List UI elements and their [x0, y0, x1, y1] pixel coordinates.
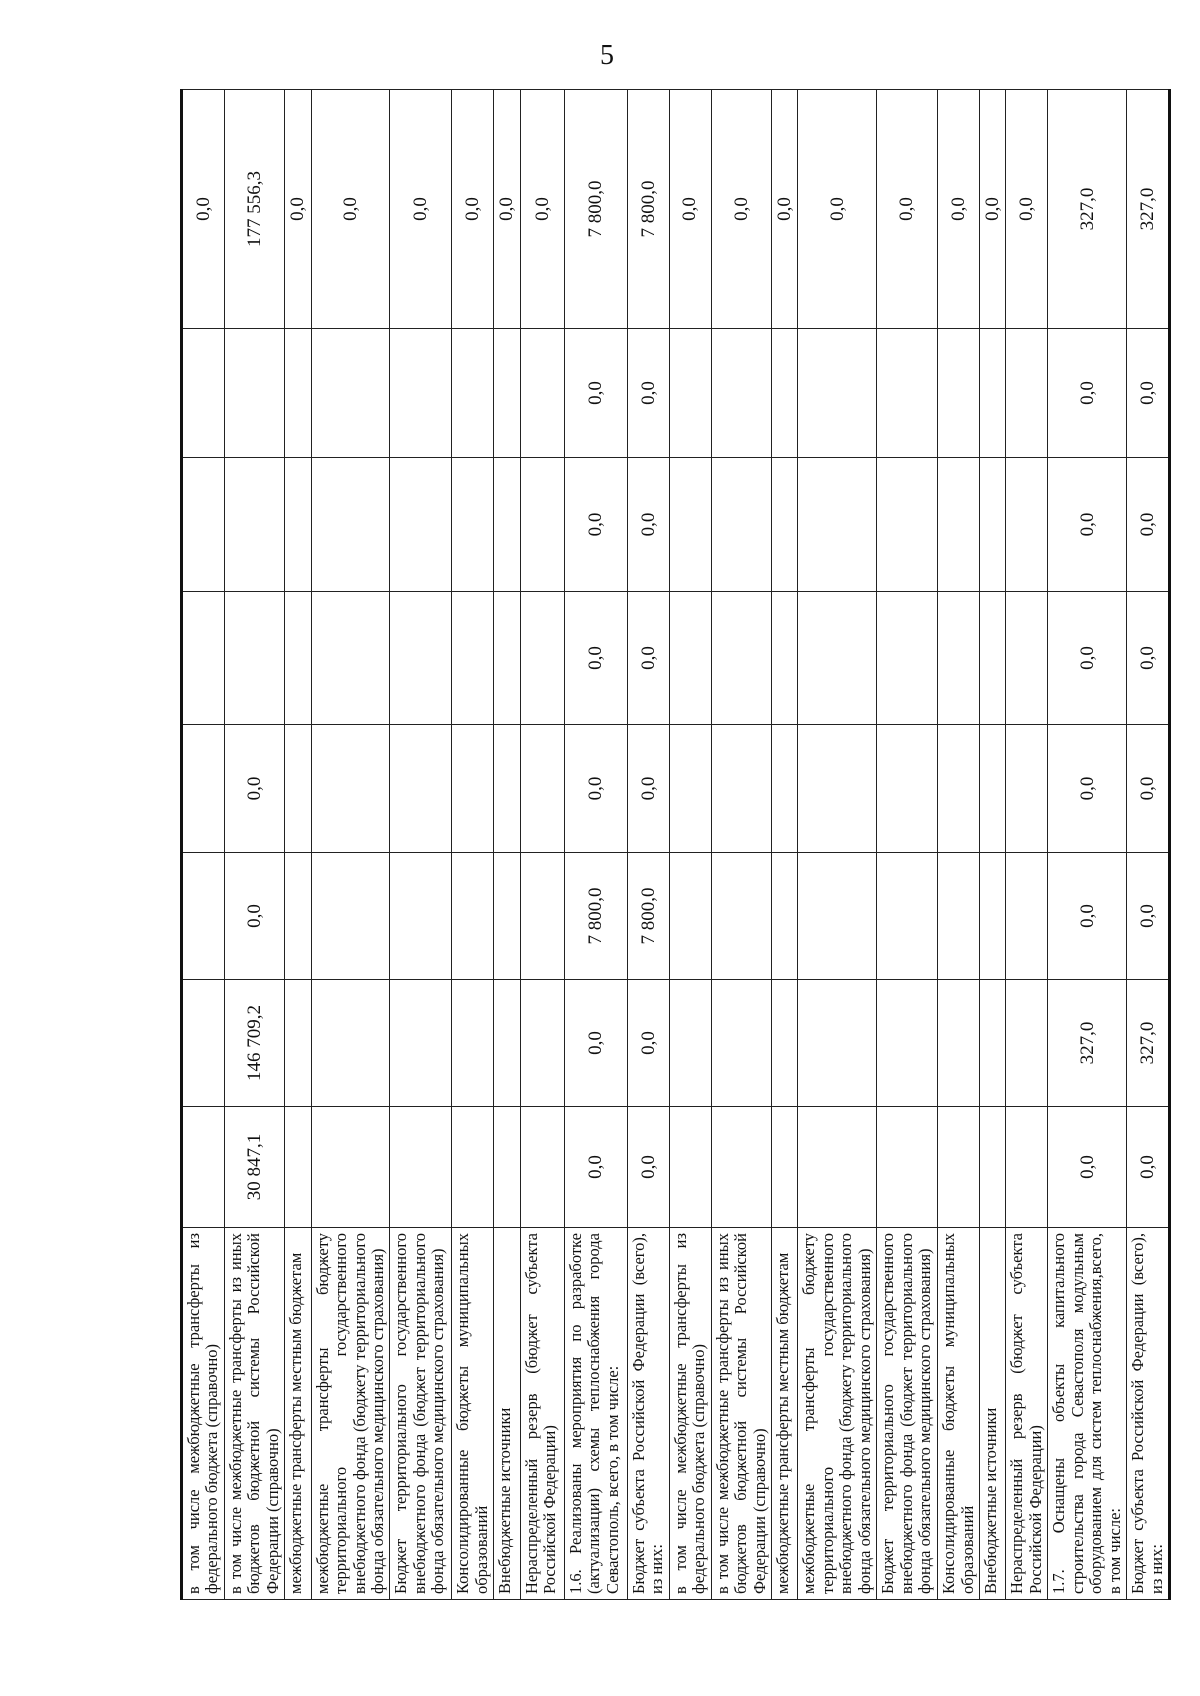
value-cell	[285, 592, 311, 725]
value-cell	[877, 329, 938, 458]
value-cell: 327,0	[1048, 980, 1127, 1107]
value-cell: 146 709,2	[224, 980, 284, 1107]
table-row	[520, 90, 564, 1600]
table-row	[798, 90, 877, 1600]
value-cell	[938, 592, 980, 725]
value-cell	[1006, 980, 1048, 1107]
value-cell	[520, 1107, 564, 1228]
value-cell	[877, 980, 938, 1107]
total-cell: 0,0	[1006, 90, 1048, 329]
value-cell	[520, 853, 564, 980]
total-cell: 0,0	[938, 90, 980, 329]
value-cell	[182, 980, 225, 1107]
value-cell	[711, 458, 771, 592]
value-cell: 0,0	[1048, 725, 1127, 853]
value-cell	[771, 980, 797, 1107]
value-cell	[494, 592, 520, 725]
value-cell	[877, 853, 938, 980]
value-cell	[452, 1107, 494, 1228]
table-row	[711, 90, 771, 1600]
table-row	[1006, 90, 1048, 1600]
total-cell: 0,0	[669, 90, 711, 329]
value-cell	[285, 1107, 311, 1228]
value-cell	[390, 853, 452, 980]
value-cell	[711, 980, 771, 1107]
value-cell	[877, 458, 938, 592]
value-cell	[711, 725, 771, 853]
value-cell	[771, 329, 797, 458]
value-cell	[938, 1107, 980, 1228]
table-row	[627, 90, 669, 1600]
value-cell	[771, 592, 797, 725]
row-label: в том числе межбюджетные трансферты из иных бюджетов бюджетной системы Российской Федерации (справочно)	[711, 1228, 771, 1600]
total-cell: 7 800,0	[564, 90, 627, 329]
funding-table	[180, 89, 1171, 1600]
value-cell	[669, 980, 711, 1107]
total-cell: 7 800,0	[627, 90, 669, 329]
value-cell	[494, 853, 520, 980]
value-cell: 0,0	[627, 1107, 669, 1228]
row-label: Внебюджетные источники	[494, 1228, 520, 1600]
value-cell	[182, 592, 225, 725]
value-cell	[520, 725, 564, 853]
value-cell	[390, 1107, 452, 1228]
row-label: Внебюджетные источники	[980, 1228, 1006, 1600]
value-cell	[452, 592, 494, 725]
value-cell	[980, 980, 1006, 1107]
value-cell	[980, 592, 1006, 725]
value-cell: 0,0	[564, 458, 627, 592]
value-cell	[669, 458, 711, 592]
value-cell	[224, 592, 284, 725]
total-cell: 0,0	[771, 90, 797, 329]
row-label: Бюджет субъекта Российской Федерации (всего), из них:	[627, 1228, 669, 1600]
value-cell	[771, 853, 797, 980]
total-cell: 0,0	[711, 90, 771, 329]
value-cell: 7 800,0	[564, 853, 627, 980]
row-label: в том числе межбюджетные трансферты из федерального бюджета (справочно)	[182, 1228, 225, 1600]
table-row	[452, 90, 494, 1600]
total-cell: 0,0	[311, 90, 390, 329]
value-cell	[938, 725, 980, 853]
table-row	[285, 90, 311, 1600]
table-row	[1048, 90, 1127, 1600]
value-cell	[224, 458, 284, 592]
value-cell	[182, 329, 225, 458]
table-row	[771, 90, 797, 1600]
total-cell: 0,0	[520, 90, 564, 329]
value-cell	[980, 1107, 1006, 1228]
table-row	[669, 90, 711, 1600]
value-cell	[390, 458, 452, 592]
value-cell: 0,0	[564, 980, 627, 1107]
total-cell: 0,0	[452, 90, 494, 329]
row-label: Консолидированные бюджеты муниципальных образований	[452, 1228, 494, 1600]
value-cell	[520, 329, 564, 458]
table-row	[390, 90, 452, 1600]
row-label: межбюджетные трансферты бюджету территориального государственного внебюджетного фонда (бюджету территориального фонда обязательного медицинского страхования)	[311, 1228, 390, 1600]
value-cell	[980, 329, 1006, 458]
value-cell	[669, 329, 711, 458]
value-cell: 327,0	[1127, 980, 1170, 1107]
value-cell: 0,0	[627, 725, 669, 853]
value-cell: 7 800,0	[627, 853, 669, 980]
row-label: Консолидированные бюджеты муниципальных образований	[938, 1228, 980, 1600]
value-cell	[1006, 1107, 1048, 1228]
total-cell: 0,0	[182, 90, 225, 329]
page-number: 5	[600, 40, 614, 71]
value-cell	[311, 329, 390, 458]
value-cell	[182, 1107, 225, 1228]
value-cell	[182, 853, 225, 980]
value-cell	[771, 725, 797, 853]
value-cell	[285, 980, 311, 1107]
value-cell: 30 847,1	[224, 1107, 284, 1228]
value-cell	[1006, 329, 1048, 458]
row-label: 1.7. Оснащены объекты капитального строительства города Севастополя модульным оборудованием для систем теплоснабжения,всего, в том числе:	[1048, 1228, 1127, 1600]
value-cell: 0,0	[1048, 458, 1127, 592]
value-cell: 0,0	[1048, 1107, 1127, 1228]
table-row	[980, 90, 1006, 1600]
row-label: 1.6. Реализованы мероприятия по разработке (актуализации) схемы теплоснабжения города Севастополь, всего, в том числе:	[564, 1228, 627, 1600]
value-cell	[669, 853, 711, 980]
value-cell	[938, 980, 980, 1107]
value-cell	[938, 329, 980, 458]
value-cell	[669, 592, 711, 725]
row-label: в том числе межбюджетные трансферты из иных бюджетов бюджетной системы Российской Федерации (справочно)	[224, 1228, 284, 1600]
value-cell	[311, 458, 390, 592]
table-row	[938, 90, 980, 1600]
table-body	[182, 90, 1170, 1600]
value-cell	[771, 1107, 797, 1228]
value-cell	[1006, 725, 1048, 853]
value-cell	[771, 458, 797, 592]
value-cell: 0,0	[564, 592, 627, 725]
value-cell	[390, 980, 452, 1107]
value-cell	[980, 853, 1006, 980]
value-cell: 0,0	[564, 725, 627, 853]
value-cell	[520, 980, 564, 1107]
value-cell: 0,0	[1127, 1107, 1170, 1228]
value-cell	[285, 329, 311, 458]
table-row	[877, 90, 938, 1600]
total-cell: 0,0	[798, 90, 877, 329]
value-cell	[390, 329, 452, 458]
value-cell	[798, 853, 877, 980]
value-cell	[494, 458, 520, 592]
value-cell	[452, 725, 494, 853]
value-cell	[980, 725, 1006, 853]
row-label: межбюджетные трансферты местным бюджетам	[771, 1228, 797, 1600]
row-label: Нераспределенный резерв (бюджет субъекта Российской Федерации)	[520, 1228, 564, 1600]
value-cell	[311, 853, 390, 980]
value-cell: 0,0	[1127, 458, 1170, 592]
value-cell	[938, 458, 980, 592]
value-cell	[520, 592, 564, 725]
row-label: Бюджет территориального государственного внебюджетного фонда (бюджет территориального фонда обязательного медицинского страхования)	[390, 1228, 452, 1600]
value-cell: 0,0	[564, 1107, 627, 1228]
value-cell	[798, 1107, 877, 1228]
total-cell: 327,0	[1127, 90, 1170, 329]
value-cell	[711, 329, 771, 458]
table-row	[311, 90, 390, 1600]
table-row	[494, 90, 520, 1600]
value-cell	[285, 725, 311, 853]
value-cell	[311, 592, 390, 725]
value-cell	[311, 725, 390, 853]
value-cell	[452, 458, 494, 592]
value-cell: 0,0	[1048, 329, 1127, 458]
row-label: Бюджет территориального государственного внебюджетного фонда (бюджет территориального фонда обязательного медицинского страхования)	[877, 1228, 938, 1600]
row-label: в том числе межбюджетные трансферты из федерального бюджета (справочно)	[669, 1228, 711, 1600]
value-cell: 0,0	[627, 329, 669, 458]
row-label: Нераспределенный резерв (бюджет субъекта Российской Федерации)	[1006, 1228, 1048, 1600]
value-cell: 0,0	[1048, 592, 1127, 725]
row-label: межбюджетные трансферты местным бюджетам	[285, 1228, 311, 1600]
value-cell	[1006, 592, 1048, 725]
value-cell	[877, 725, 938, 853]
row-label: межбюджетные трансферты бюджету территориального государственного внебюджетного фонда (бюджету территориального фонда обязательного медицинского страхования)	[798, 1228, 877, 1600]
value-cell	[285, 853, 311, 980]
value-cell: 0,0	[1048, 853, 1127, 980]
value-cell	[494, 980, 520, 1107]
value-cell: 0,0	[564, 329, 627, 458]
value-cell	[390, 592, 452, 725]
value-cell	[452, 329, 494, 458]
value-cell	[494, 1107, 520, 1228]
value-cell: 0,0	[1127, 853, 1170, 980]
total-cell: 0,0	[877, 90, 938, 329]
value-cell	[669, 1107, 711, 1228]
value-cell	[1006, 458, 1048, 592]
value-cell	[938, 853, 980, 980]
value-cell	[877, 1107, 938, 1228]
value-cell	[311, 1107, 390, 1228]
total-cell: 0,0	[980, 90, 1006, 329]
table-row	[182, 90, 225, 1600]
total-cell: 177 556,3	[224, 90, 284, 329]
value-cell	[980, 458, 1006, 592]
value-cell	[711, 1107, 771, 1228]
value-cell	[798, 458, 877, 592]
value-cell	[669, 725, 711, 853]
table-row	[564, 90, 627, 1600]
value-cell	[711, 853, 771, 980]
value-cell	[877, 592, 938, 725]
value-cell	[311, 980, 390, 1107]
row-label: Бюджет субъекта Российской Федерации (всего), из них:	[1127, 1228, 1170, 1600]
table-row	[224, 90, 284, 1600]
value-cell	[182, 725, 225, 853]
total-cell: 0,0	[285, 90, 311, 329]
value-cell	[285, 458, 311, 592]
value-cell	[452, 853, 494, 980]
value-cell: 0,0	[224, 853, 284, 980]
value-cell	[798, 329, 877, 458]
value-cell	[390, 725, 452, 853]
total-cell: 0,0	[494, 90, 520, 329]
value-cell	[798, 592, 877, 725]
value-cell: 0,0	[1127, 592, 1170, 725]
rotated-table-wrapper	[180, 90, 1166, 1600]
value-cell	[798, 980, 877, 1107]
value-cell	[494, 725, 520, 853]
total-cell: 327,0	[1048, 90, 1127, 329]
value-cell	[520, 458, 564, 592]
value-cell	[711, 592, 771, 725]
value-cell	[798, 725, 877, 853]
value-cell	[452, 980, 494, 1107]
value-cell: 0,0	[224, 725, 284, 853]
value-cell: 0,0	[627, 592, 669, 725]
table-row	[1127, 90, 1170, 1600]
total-cell: 0,0	[390, 90, 452, 329]
value-cell: 0,0	[627, 458, 669, 592]
value-cell	[494, 329, 520, 458]
value-cell: 0,0	[627, 980, 669, 1107]
value-cell	[182, 458, 225, 592]
value-cell: 0,0	[1127, 329, 1170, 458]
value-cell	[1006, 853, 1048, 980]
value-cell: 0,0	[1127, 725, 1170, 853]
value-cell	[224, 329, 284, 458]
